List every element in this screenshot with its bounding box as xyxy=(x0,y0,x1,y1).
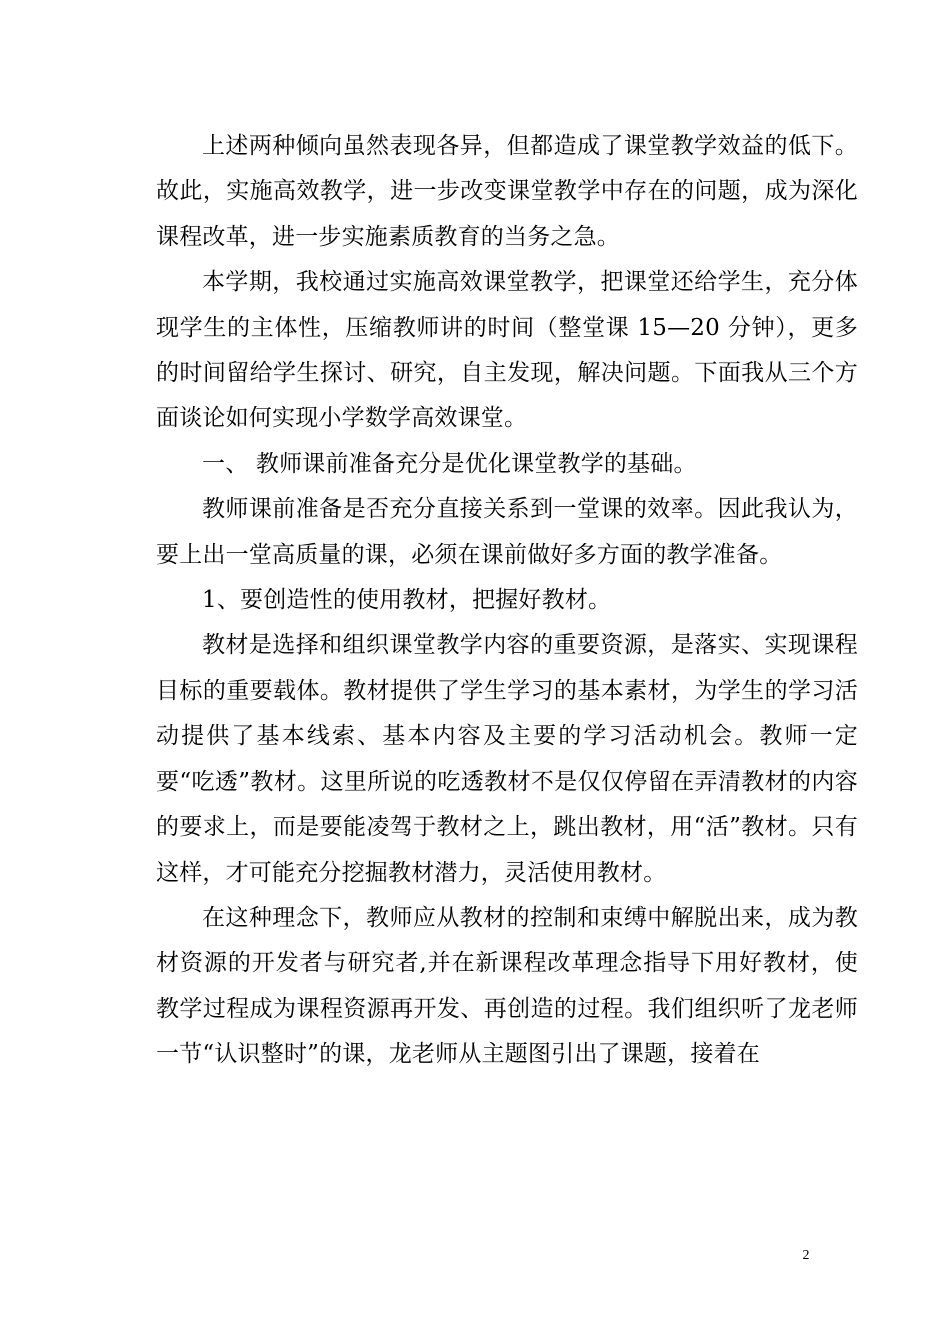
paragraph-3: 教师课前准备是否充分直接关系到一堂课的效率。因此我认为，要上出一堂高质量的课，必须在课前做好多方面的教学准备。 xyxy=(156,496,858,568)
paragraph-4: 教材是选择和组织课堂教学内容的重要资源，是落实、实现课程目标的重要载体。教材提供了学生学习的基本素材，为学生的学习活动提供了基本线索、基本内容及主要的学习活动机会。教师一定要“吃透”教材。这里所说的吃透教材不是仅仅停留在弄清教材的内容的要求上，而是要能凌驾于教材之上，跳出教材，用“活”教材。只有这样，才可能充分挖掘教材潜力，灵活使用教材。 xyxy=(156,632,858,886)
paragraph-5: 在这种理念下，教师应从教材的控制和束缚中解脱出来，成为教材资源的开发者与研究者,并在新课程改革理念指导下用好教材，使教学过程成为课程资源再开发、再创造的过程。我们组织听了龙老师一节“认识整时”的课，龙老师从主题图引出了课题，接着在 xyxy=(156,904,858,1068)
document-body xyxy=(156,124,858,1078)
paragraph-2: 本学期，我校通过实施高效课堂教学，把课堂还给学生，充分体现学生的主体性，压缩教师讲的时间（整堂课 15—20 分钟），更多的时间留给学生探讨、研究，自主发现，解决问题。下面我从三个方面谈论如何实现小学数学高效课堂。 xyxy=(156,269,858,432)
section-heading-1: 一、 教师课前准备充分是优化课堂教学的基础。 xyxy=(202,450,697,477)
paragraph-1: 上述两种倾向虽然表现各异，但都造成了课堂教学效益的低下。故此，实施高效教学，进一步改变课堂教学中存在的问题，成为深化课程改革，进一步实施素质教育的当务之急。 xyxy=(156,133,858,250)
subheading-1: 1、要创造性的使用教材，把握好教材。 xyxy=(202,587,612,614)
page-number: 2 xyxy=(802,1248,810,1263)
